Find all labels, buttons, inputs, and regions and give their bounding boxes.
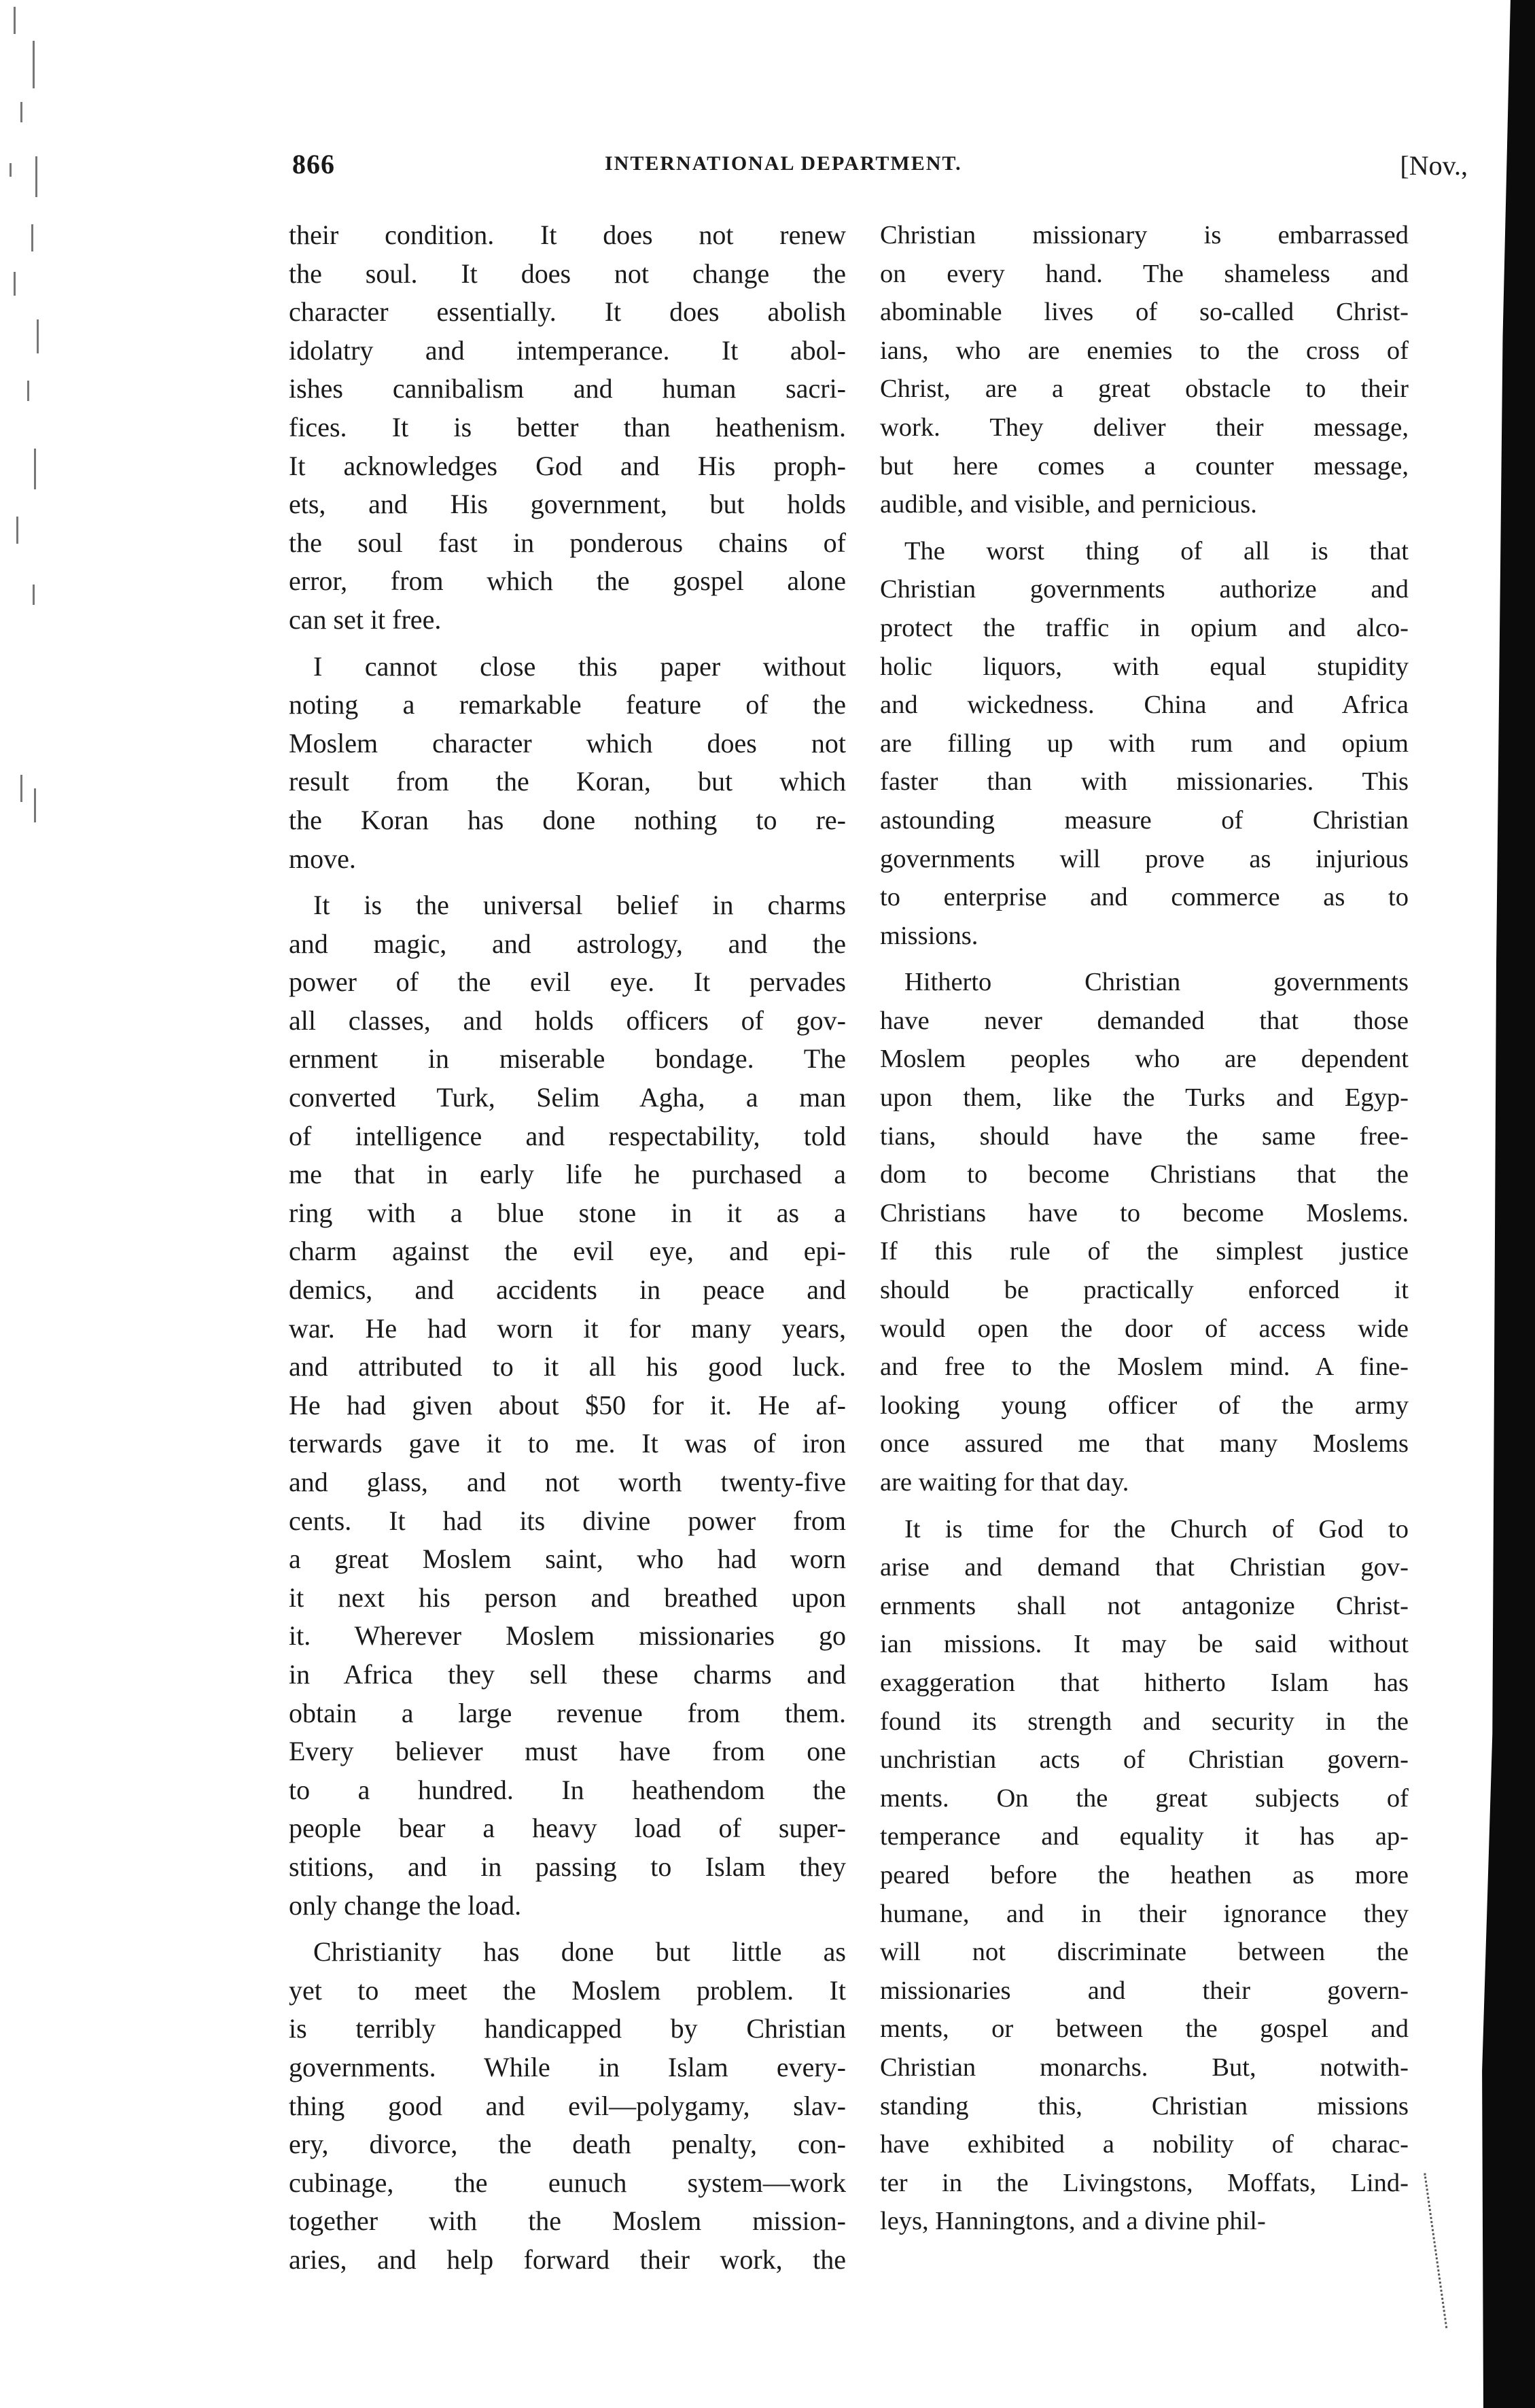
text-line: cents. It had its divine power from	[289, 1505, 846, 1536]
text-line: peared before the heathen as more	[880, 1860, 1409, 1889]
text-line: fices. It is better than heathenism.	[289, 411, 846, 442]
page-number: 866	[292, 149, 335, 179]
text-line: arise and demand that Christian gov-	[880, 1553, 1409, 1582]
paragraph-gap	[880, 1502, 1409, 1510]
text-line: Christians have to become Moslems.	[880, 1198, 1409, 1227]
text-line: ets, and His government, but holds	[289, 489, 846, 520]
text-line: result from the Koran, but which	[289, 766, 846, 797]
text-line: If this rule of the simplest justice	[880, 1237, 1409, 1266]
text-line: abominable lives of so-called Christ-	[880, 298, 1409, 327]
text-line: aries, and help forward their work, the	[289, 2244, 846, 2275]
text-line: but here comes a counter message,	[880, 451, 1409, 481]
text-line: protect the traffic in opium and alco-	[880, 613, 1409, 642]
text-line: it next his person and breathed upon	[289, 1582, 846, 1613]
text-line: Christian missionary is embarrassed	[880, 221, 1409, 249]
text-line: upon them, like the Turks and Egyp-	[880, 1083, 1409, 1113]
text-line: audible, and visible, and pernicious.	[880, 490, 1257, 519]
text-line: people bear a heavy load of super-	[289, 1813, 846, 1844]
text-line: ring with a blue stone in it as a	[289, 1197, 846, 1228]
text-line: will not discriminate between the	[880, 1938, 1409, 1967]
text-line: standing this, Christian missions	[880, 2091, 1409, 2121]
text-line: The worst thing of all is that	[904, 536, 1409, 565]
text-line: Hitherto Christian governments	[904, 968, 1409, 997]
text-line: error, from which the gospel alone	[289, 565, 846, 597]
text-line: terwards gave it to me. It was of iron	[289, 1428, 846, 1459]
text-line: only change the load.	[289, 1889, 522, 1921]
text-line: holic liquors, with equal stupidity	[880, 652, 1409, 681]
text-line: Moslem peoples who are dependent	[880, 1045, 1409, 1074]
month-mark: [Nov.,	[1400, 150, 1468, 181]
margin-speckles	[0, 0, 61, 884]
text-line: together with the Moslem mission-	[289, 2205, 846, 2237]
text-line: character essentially. It does abolish	[289, 296, 846, 328]
text-line: on every hand. The shameless and	[880, 259, 1409, 288]
text-line: ery, divorce, the death penalty, con-	[289, 2129, 846, 2160]
text-line: a great Moslem saint, who had worn	[289, 1543, 846, 1575]
text-line: war. He had worn it for many years,	[289, 1312, 846, 1344]
text-line: ians, who are enemies to the cross of	[880, 336, 1409, 365]
paragraph	[880, 532, 1409, 956]
text-line: stitions, and in passing to Islam they	[289, 1851, 846, 1882]
text-line: ments, or between the gospel and	[880, 2014, 1409, 2044]
text-line: once assured me that many Moslems	[880, 1429, 1409, 1459]
right-column	[880, 216, 1409, 2241]
paragraph	[880, 1510, 1409, 2241]
text-line: of intelligence and respectability, told	[289, 1120, 846, 1151]
text-line: their condition. It does not renew	[289, 220, 846, 250]
paragraph-gap	[289, 1925, 846, 1933]
text-line: ter in the Livingstons, Moffats, Lind-	[880, 2168, 1409, 2197]
scan-scratch-mark	[1424, 2168, 1481, 2328]
paragraph	[880, 216, 1409, 524]
text-line: and wickedness. China and Africa	[880, 691, 1409, 720]
text-line: charm against the evil eye, and epi-	[289, 1236, 846, 1267]
text-line: found its strength and security in the	[880, 1707, 1409, 1736]
text-line: idolatry and intemperance. It abol-	[289, 334, 846, 366]
text-line: Moslem character which does not	[289, 727, 846, 758]
paragraph-gap	[880, 955, 1409, 963]
paragraph	[289, 886, 846, 1925]
text-line: all classes, and holds officers of gov-	[289, 1005, 846, 1036]
text-line: are waiting for that day.	[880, 1468, 1129, 1497]
text-line: missionaries and their govern-	[880, 1976, 1409, 2005]
text-line: the soul. It does not change the	[289, 258, 846, 289]
text-line: Christ, are a great obstacle to their	[880, 374, 1409, 404]
text-line: It is time for the Church of God to	[904, 1514, 1409, 1543]
text-line: ian missions. It may be said without	[880, 1630, 1409, 1659]
text-line: and magic, and astrology, and the	[289, 928, 846, 959]
text-line: to a hundred. In heathendom the	[289, 1774, 846, 1805]
text-line: ments. On the great subjects of	[880, 1783, 1409, 1813]
text-line: and attributed to it all his good luck.	[289, 1351, 846, 1382]
text-line: ernments shall not antagonize Christ-	[880, 1591, 1409, 1620]
text-line: It is the universal belief in charms	[313, 890, 846, 921]
text-line: yet to meet the Moslem problem. It	[289, 1974, 846, 2006]
text-line: governments will prove as injurious	[880, 844, 1409, 873]
paragraph	[289, 648, 846, 879]
text-line: demics, and accidents in peace and	[289, 1274, 846, 1306]
text-line: dom to become Christians that the	[880, 1160, 1409, 1189]
text-line: astounding measure of Christian	[880, 805, 1409, 835]
left-column	[289, 216, 846, 2279]
text-line: work. They deliver their message,	[880, 413, 1409, 442]
text-line: Christianity has done but little as	[313, 1936, 846, 1968]
text-line: would open the door of access wide	[880, 1314, 1409, 1343]
text-line: have exhibited a nobility of charac-	[880, 2130, 1409, 2159]
text-line: faster than with missionaries. This	[880, 767, 1409, 797]
text-line: can set it free.	[289, 604, 442, 635]
text-line: humane, and in their ignorance they	[880, 1899, 1409, 1928]
text-line: Christian monarchs. But, notwith-	[880, 2053, 1409, 2082]
text-line: missions.	[880, 921, 978, 950]
text-line: tians, should have the same free-	[880, 1121, 1409, 1151]
text-line: in Africa they sell these charms and	[289, 1658, 846, 1690]
paragraph	[289, 216, 846, 640]
text-line: it. Wherever Moslem missionaries go	[289, 1620, 846, 1652]
text-line: obtain a large revenue from them.	[289, 1697, 846, 1728]
text-line: and glass, and not worth twenty-five	[289, 1467, 846, 1497]
text-line: unchristian acts of Christian govern-	[880, 1745, 1409, 1775]
text-line: It acknowledges God and His proph-	[289, 450, 846, 481]
text-line: I cannot close this paper without	[313, 650, 846, 682]
text-line: is terribly handicapped by Christian	[289, 2013, 846, 2044]
paragraph	[289, 1933, 846, 2279]
text-line: the Koran has done nothing to re-	[289, 804, 846, 835]
text-line: He had given about $50 for it. He af-	[289, 1389, 846, 1420]
running-head	[292, 148, 1468, 189]
text-line: have never demanded that those	[880, 1006, 1409, 1035]
text-line: should be practically enforced it	[880, 1276, 1409, 1305]
text-line: temperance and equality it has ap-	[880, 1822, 1409, 1851]
text-line: and free to the Moslem mind. A fine-	[880, 1353, 1409, 1382]
paragraph-gap	[289, 878, 846, 886]
text-line: ernment in miserable bondage. The	[289, 1043, 846, 1075]
text-line: to enterprise and commerce as to	[880, 883, 1409, 912]
text-line: me that in early life he purchased a	[289, 1159, 846, 1190]
text-line: cubinage, the eunuch system—work	[289, 2167, 846, 2198]
text-line: governments. While in Islam every-	[289, 2051, 846, 2082]
text-line: are filling up with rum and opium	[880, 729, 1409, 758]
text-line: leys, Hanningtons, and a divine phil-	[880, 2207, 1266, 2236]
text-line: the soul fast in ponderous chains of	[289, 527, 846, 558]
scan-edge-shadow	[1470, 0, 1535, 2408]
text-line: Every believer must have from one	[289, 1736, 846, 1767]
text-line: move.	[289, 843, 356, 874]
text-line: looking young officer of the army	[880, 1391, 1409, 1420]
paragraph-gap	[289, 640, 846, 648]
paragraph	[880, 963, 1409, 1501]
section-title: INTERNATIONAL DEPARTMENT.	[605, 152, 962, 175]
text-line: exaggeration that hitherto Islam has	[880, 1668, 1409, 1697]
paragraph-gap	[880, 524, 1409, 532]
text-line: Christian governments authorize and	[880, 575, 1409, 604]
text-line: thing good and evil—polygamy, slav-	[289, 2090, 846, 2121]
text-line: converted Turk, Selim Agha, a man	[289, 1082, 846, 1113]
text-line: noting a remarkable feature of the	[289, 689, 846, 720]
text-line: power of the evil eye. It pervades	[289, 966, 846, 998]
text-line: ishes cannibalism and human sacri-	[289, 373, 846, 404]
